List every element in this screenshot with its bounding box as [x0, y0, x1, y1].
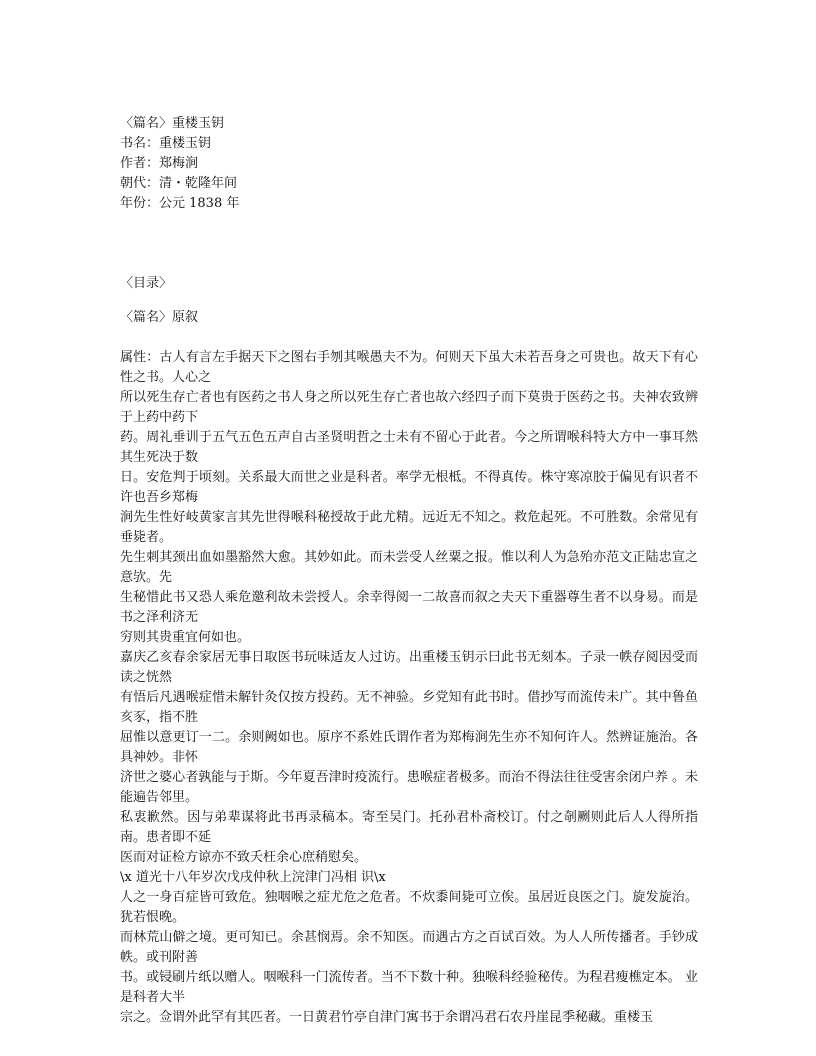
year: 年份：公元 1838 年 — [120, 196, 240, 211]
body-line: 涧先生性好岐黄家言其先世得喉科秘授故于此尤精。远近无不知之。救危起死。不可胜数。余常见有垂毙者。 — [120, 510, 698, 545]
body-line: 而林荒山僻之境。更可知已。余甚悯焉。余不知医。而遇古方之百试百效。为人人所传播者。手钞成帙。或刊附善 — [120, 930, 698, 965]
dynasty: 朝代：清・乾隆年间 — [120, 176, 238, 191]
body-line: 嘉庆乙亥春余家居无事日取医书玩味适友人过访。出重楼玉钥示曰此书无刻本。子录一帙存阅因受而读之恍然 — [120, 650, 698, 685]
body-line: 人之一身百症皆可致危。独咽喉之症尤危之危者。不炊黍间毙可立俟。虽居近良医之门。旋发旋治。犹若恨晚。 — [120, 890, 698, 925]
body-line: 书。或锓刷片纸以赠人。咽喉科一门流传者。当不下数十种。独喉科经验秘传。为程君瘦樵定本。 业是科者大半 — [120, 970, 698, 1005]
body-line: 宗之。佥谓外此罕有其匹者。一日黄君竹亭自津门寓书于余谓冯君石农丹崖昆季秘藏。重楼玉 — [120, 1010, 654, 1025]
book-name: 书名：重楼玉钥 — [120, 136, 212, 151]
body-line: 属性：古人有言左手据天下之图右手刎其喉愚夫不为。何则天下虽大未若吾身之可贵也。故天下有心性之书。人心之 — [120, 350, 698, 385]
document-body — [120, 114, 698, 1028]
body-line: 有悟后凡遇喉症惜未解针灸仅按方投药。无不神验。乡党知有此书时。借抄写而流传未广。其中鲁鱼亥豕，指不胜 — [120, 690, 698, 725]
toc-label: 〈目录〉 — [120, 276, 173, 291]
body-line: 所以死生存亡者也有医药之书人身之所以死生存亡者也故六经四子而下莫贵于医药之书。夫神农致辨于上药中药下 — [120, 390, 698, 425]
body-line: 济世之婆心者孰能与于斯。今年夏吾津时疫流行。患喉症者极多。而治不得法往往受害余闭户养 。未能遍告邻里。 — [120, 770, 698, 805]
body-line: 先生刺其颈出血如墨豁然大愈。其妙如此。而未尝受人丝粟之报。惟以利人为急殆亦范文正陆忠宣之意欤。先 — [120, 550, 698, 585]
body-text — [120, 348, 698, 1028]
spacer — [120, 214, 698, 254]
spacer — [120, 328, 698, 348]
body-line: 私衷歉然。因与弟辈谋将此书再录稿本。寄至吴门。托孙君朴斋校订。付之剞劂则此后人人得所指南。患者即不延 — [120, 810, 698, 845]
body-line: 生秘惜此书又恐人乘危邀利故未尝授人。余幸得阅一二故喜而叙之夫天下重器尊生者不以身易。而是书之泽利济无 — [120, 590, 698, 625]
section-title: 〈篇名〉原叙 — [120, 310, 199, 325]
body-line: 屈惟以意更订一二。余则阙如也。原序不系姓氏谓作者为郑梅涧先生亦不知何许人。然辨证施治。各具神妙。非怀 — [120, 730, 698, 765]
body-line: 日。安危判于顷刻。关系最大而世之业是科者。率学无根柢。不得真传。株守寒凉胶于偏见有识者不许也吾乡郑梅 — [120, 470, 698, 505]
body-line: 医而对证检方谅亦不致夭枉余心庶稍慰矣。 — [120, 850, 368, 865]
spacer — [120, 254, 698, 274]
author: 作者：郑梅涧 — [120, 156, 199, 171]
spacer — [120, 294, 698, 308]
body-line: \x 道光十八年岁次戊戌仲秋上浣津门冯相 识\x — [120, 870, 386, 885]
body-line: 穷则其贵重宜何如也。 — [120, 630, 251, 645]
body-line: 药。周礼垂训于五气五色五声自古圣贤明哲之士未有不留心于此者。今之所谓喉科特大方中一事耳然其生死决于数 — [120, 430, 698, 465]
chapter-title: 〈篇名〉重楼玉钥 — [120, 116, 225, 131]
